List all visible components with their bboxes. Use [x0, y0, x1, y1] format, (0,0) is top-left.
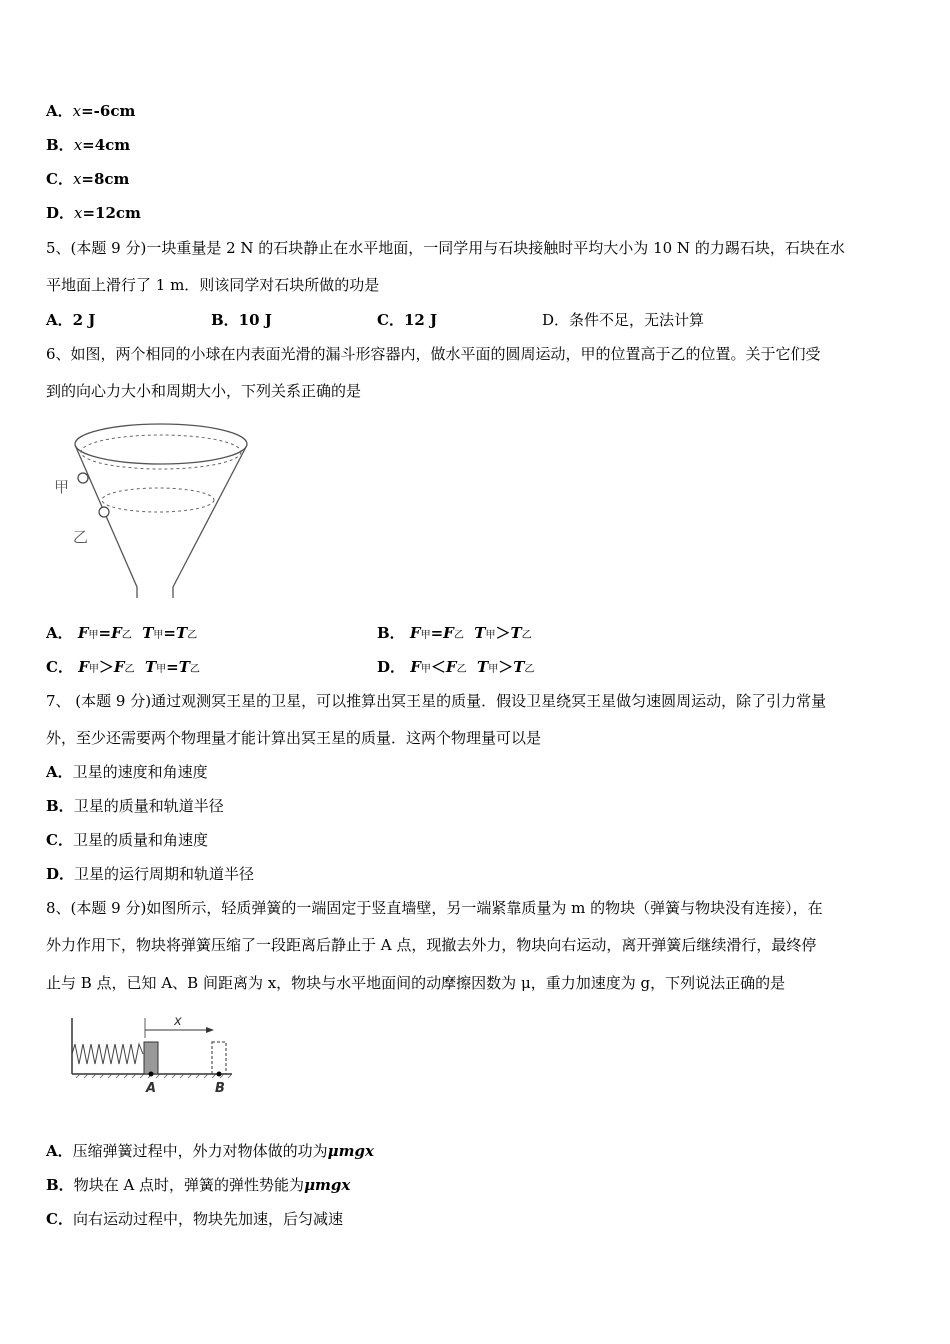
- option-letter: D．: [377, 658, 406, 676]
- operator: ＞: [495, 624, 511, 642]
- period-symbol: T: [178, 658, 190, 676]
- q6-stem-line2: 到的向心力大小和周期大小，下列关系正确的是: [46, 382, 362, 400]
- subscript: 乙: [187, 630, 198, 641]
- q4-option-a: [46, 101, 135, 121]
- option-letter: A．: [46, 102, 73, 120]
- q7-stem-line2: 外，至少还需要两个物理量才能计算出冥王星的质量．这两个物理量可以是: [46, 729, 542, 747]
- q8-stem-line3: 止与 B 点，已知 A、B 间距离为 x，物块与水平地面间的动摩擦因数为 μ，重力加速度为 g，下列说法正确的是: [46, 974, 786, 992]
- option-letter: D．: [46, 865, 75, 883]
- period-symbol: T: [510, 624, 522, 642]
- label-jia: 甲: [54, 478, 70, 496]
- option-letter: A．: [46, 624, 73, 642]
- q5-stem-line1: 5、(本题 9 分)一块重量是 2 N 的石块静止在水平地面，一同学用与石块接触时平均大小为 10 N 的力踢石块，石块在水: [46, 239, 845, 257]
- option-letter: C．: [46, 831, 73, 849]
- q7-stem-line1: 7、 (本题 9 分)通过观测冥王星的卫星，可以推算出冥王星的质量．假设卫星绕冥王星做匀速圆周运动，除了引力常量: [46, 692, 827, 710]
- option-letter: C．: [46, 658, 73, 676]
- option-value: =12cm: [82, 204, 141, 222]
- ball-yi: [99, 507, 109, 517]
- point-a: [149, 1072, 154, 1077]
- period-symbol: T: [175, 624, 188, 642]
- q4-option-c: [46, 169, 129, 189]
- q8-stem-line2: 外力作用下，物块将弹簧压缩了一段距离后静止于 A 点，现撤去外力，物块向右运动，离开弹簧后继续滑行，最终停: [46, 936, 817, 954]
- label-x: x: [174, 1014, 182, 1029]
- operator: ＜: [430, 658, 446, 676]
- spring-block-figure: [64, 1010, 239, 1098]
- q7-option-a: [46, 762, 208, 782]
- subscript: 乙: [189, 664, 200, 675]
- block-final-dashed: [212, 1042, 226, 1074]
- arrow-head: [206, 1027, 214, 1033]
- operator: ＞: [98, 658, 114, 676]
- option-text: 向右运动过程中，物块先加速，后匀减速: [72, 1210, 343, 1228]
- subscript: 乙: [521, 630, 532, 641]
- q8-stem-line1: 8、(本题 9 分)如图所示，轻质弹簧的一端固定于竖直墙壁，另一端紧靠质量为 m 的物块（弹簧与物块没有连接），在: [46, 899, 823, 917]
- option-letter: B．: [377, 624, 405, 642]
- q8-option-c: [46, 1209, 343, 1229]
- ball-jia: [78, 473, 88, 483]
- funnel-figure: [46, 412, 252, 602]
- point-b: [217, 1072, 222, 1077]
- period-symbol: T: [513, 658, 525, 676]
- option-text: 压缩弹簧过程中，外力对物体做的功为: [72, 1142, 328, 1160]
- option-var: x: [74, 204, 83, 222]
- period-symbol: T: [144, 658, 157, 676]
- period-symbol: T: [142, 624, 154, 642]
- option-var: x: [73, 136, 83, 154]
- force-symbol: F: [77, 624, 89, 642]
- force-symbol: F: [445, 658, 457, 676]
- option-letter: C．: [46, 1210, 73, 1228]
- option-expression: μmgx: [327, 1142, 374, 1160]
- option-text: 卫星的速度和角速度: [72, 763, 208, 781]
- q6-stem-line1: 6、如图，两个相同的小球在内表面光滑的漏斗形容器内，做水平面的圆周运动，甲的位置高于乙的位置。关于它们受: [46, 345, 821, 363]
- q5-option-c: C．12 J: [377, 311, 438, 329]
- option-var: x: [72, 170, 82, 188]
- q7-option-c: [46, 830, 208, 850]
- block: [144, 1042, 158, 1074]
- subscript: 乙: [121, 630, 132, 641]
- subscript: 乙: [456, 664, 467, 675]
- spring: [72, 1044, 143, 1064]
- operator: =: [166, 658, 179, 676]
- q6-option-b: [377, 623, 532, 646]
- subscript: 甲: [420, 630, 431, 641]
- option-letter: B．: [46, 797, 74, 815]
- orbit-lower: [102, 488, 214, 512]
- subscript: 甲: [88, 630, 99, 641]
- q6-option-a: [46, 623, 197, 646]
- option-value: =4cm: [82, 136, 131, 154]
- label-yi: 乙: [73, 528, 89, 546]
- subscript: 甲: [420, 664, 431, 675]
- force-symbol: F: [410, 658, 421, 676]
- option-text: 物块在 A 点时，弹簧的弹性势能为: [73, 1176, 305, 1194]
- option-letter: A．: [46, 763, 73, 781]
- force-symbol: F: [111, 624, 122, 642]
- funnel-rim: [75, 424, 247, 464]
- subscript: 甲: [485, 630, 496, 641]
- option-value: =-6cm: [81, 102, 136, 120]
- option-text: 卫星的质量和轨道半径: [73, 797, 224, 815]
- option-text: 卫星的质量和角速度: [72, 831, 208, 849]
- q4-option-b: [46, 135, 130, 155]
- operator: =: [430, 624, 444, 642]
- operator: =: [163, 624, 176, 642]
- q5-option-b: B．10 J: [211, 311, 272, 329]
- option-letter: D．: [46, 204, 75, 222]
- option-letter: B．: [46, 1176, 74, 1194]
- subscript: 甲: [156, 664, 167, 675]
- q5-stem-line2: 平地面上滑行了 1 m．则该同学对石块所做的功是: [46, 276, 380, 294]
- subscript: 甲: [88, 664, 99, 675]
- force-symbol: F: [443, 624, 454, 642]
- option-letter: C．: [46, 170, 73, 188]
- q7-option-d: [46, 864, 254, 884]
- q5-option-a: A．2 J: [46, 311, 96, 329]
- q6-option-d: [377, 657, 534, 680]
- force-symbol: F: [113, 658, 125, 676]
- q7-option-b: [46, 796, 224, 816]
- force-symbol: F: [409, 624, 421, 642]
- option-letter: A．: [46, 1142, 73, 1160]
- option-letter: B．: [46, 136, 74, 154]
- q8-option-b: [46, 1175, 350, 1195]
- subscript: 乙: [124, 664, 135, 675]
- period-symbol: T: [477, 658, 489, 676]
- subscript: 乙: [453, 630, 464, 641]
- option-text: 卫星的运行周期和轨道半径: [74, 865, 255, 883]
- option-value: =8cm: [81, 170, 130, 188]
- subscript: 甲: [488, 664, 499, 675]
- force-symbol: F: [78, 658, 89, 676]
- q5-option-d: D．条件不足，无法计算: [542, 311, 705, 329]
- operator: =: [98, 624, 112, 642]
- option-var: x: [72, 102, 82, 120]
- q8-option-a: [46, 1141, 374, 1161]
- subscript: 乙: [524, 664, 535, 675]
- funnel-right-wall: [173, 445, 247, 587]
- q6-option-c: [46, 657, 200, 680]
- option-expression: μmgx: [304, 1176, 351, 1194]
- label-b: B: [215, 1081, 225, 1096]
- q4-option-d: [46, 203, 141, 223]
- operator: ＞: [498, 658, 514, 676]
- subscript: 甲: [153, 630, 164, 641]
- label-a: A: [146, 1081, 157, 1096]
- period-symbol: T: [474, 624, 486, 642]
